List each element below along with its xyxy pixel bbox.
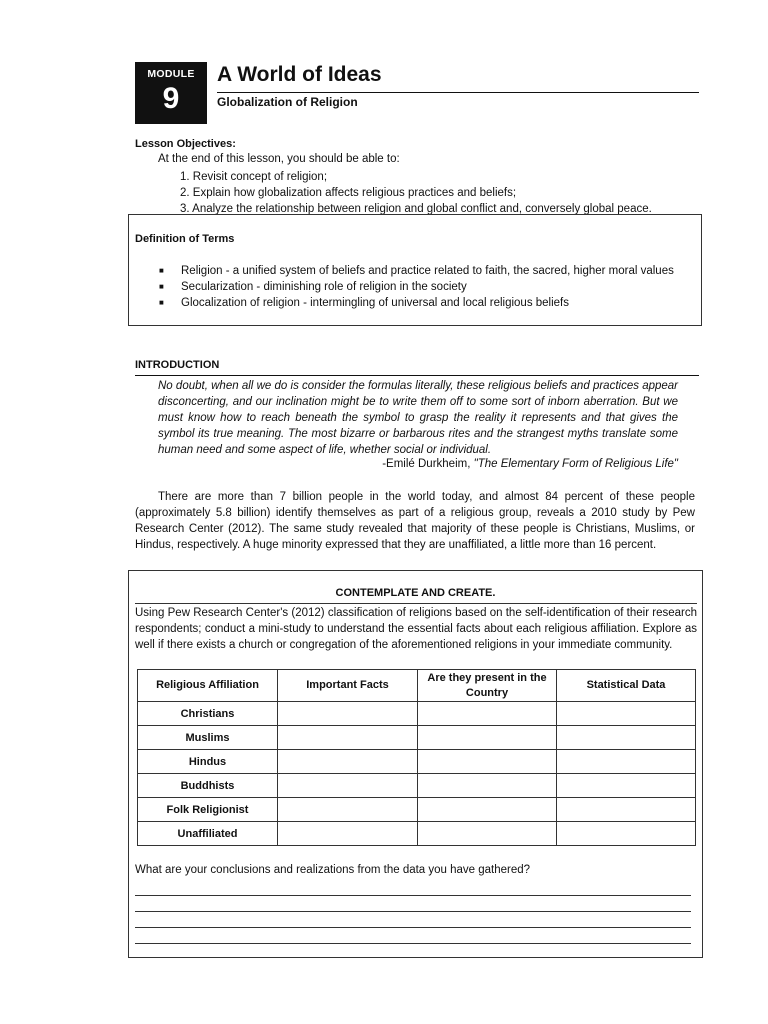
conclusion-question: What are your conclusions and realizations from the data you have gathered? xyxy=(135,864,531,876)
statistics-cell[interactable] xyxy=(557,798,696,822)
table-row xyxy=(138,798,696,822)
module-label: MODULE xyxy=(147,68,195,80)
answer-line[interactable] xyxy=(135,880,691,896)
presence-cell[interactable] xyxy=(418,726,557,750)
affiliation-cell: Hindus xyxy=(138,750,278,774)
important-facts-cell[interactable] xyxy=(278,726,418,750)
table-row xyxy=(138,702,696,726)
presence-cell[interactable] xyxy=(418,822,557,846)
statistics-cell[interactable] xyxy=(557,774,696,798)
objectives-intro: At the end of this lesson, you should be able to: xyxy=(158,153,400,165)
objective-item: 2. Explain how globalization affects religious practices and beliefs; xyxy=(180,187,517,199)
column-header: Are they present in the Country xyxy=(418,670,557,702)
answer-line[interactable] xyxy=(135,912,691,928)
table-header-row xyxy=(138,670,696,702)
definition-item xyxy=(159,263,674,279)
definition-text: Religion - a unified system of beliefs and practice related to faith, the sacred, higher moral values xyxy=(181,265,674,277)
title-divider xyxy=(217,92,699,93)
attribution-author: -Emilé Durkheim, xyxy=(382,458,474,470)
answer-line[interactable] xyxy=(135,928,691,944)
definitions-box xyxy=(128,214,702,326)
important-facts-cell[interactable] xyxy=(278,798,418,822)
affiliation-cell: Folk Religionist xyxy=(138,798,278,822)
square-bullet-icon: ■ xyxy=(159,298,164,307)
table-row xyxy=(138,726,696,750)
presence-cell[interactable] xyxy=(418,798,557,822)
important-facts-cell[interactable] xyxy=(278,822,418,846)
activity-heading: CONTEMPLATE AND CREATE. xyxy=(335,587,496,599)
affiliation-cell: Buddhists xyxy=(138,774,278,798)
page-subtitle: Globalization of Religion xyxy=(217,95,358,109)
column-header: Statistical Data xyxy=(557,670,696,702)
definition-text: Glocalization of religion - intermingling of universal and local religious beliefs xyxy=(181,297,570,309)
module-number: 9 xyxy=(162,82,180,115)
square-bullet-icon: ■ xyxy=(159,282,164,291)
quote-attribution xyxy=(382,458,678,470)
column-header: Important Facts xyxy=(278,670,418,702)
introduction-heading: INTRODUCTION xyxy=(135,359,220,371)
introduction-paragraph: There are more than 7 billion people in the world today, and almost 84 percent of these people (approximately 5.8 billion) identify themselves as part of a religious group, reveals a 2010 study by Pew Research Center (2012). The same study revealed that majority of these people is Christians, Muslims, or Hindus, respectively. A huge minority expressed that they are unaffiliated, a little more than 16 percent. xyxy=(135,491,695,551)
table-row xyxy=(138,822,696,846)
affiliation-cell: Unaffiliated xyxy=(138,822,278,846)
statistics-cell[interactable] xyxy=(557,726,696,750)
introduction-divider xyxy=(135,375,699,376)
objectives-heading: Lesson Objectives: xyxy=(135,138,236,150)
definition-item xyxy=(159,295,674,311)
presence-cell[interactable] xyxy=(418,750,557,774)
square-bullet-icon: ■ xyxy=(159,266,164,275)
definition-item xyxy=(159,279,674,295)
statistics-cell[interactable] xyxy=(557,702,696,726)
affiliation-table xyxy=(137,669,696,846)
important-facts-cell[interactable] xyxy=(278,702,418,726)
page-title: A World of Ideas xyxy=(217,63,382,86)
affiliation-cell: Christians xyxy=(138,702,278,726)
presence-cell[interactable] xyxy=(418,702,557,726)
objectives-list xyxy=(180,169,652,217)
column-header: Religious Affiliation xyxy=(138,670,278,702)
statistics-cell[interactable] xyxy=(557,822,696,846)
table-row xyxy=(138,750,696,774)
objective-item: 3. Analyze the relationship between religion and global conflict and, conversely global peace. xyxy=(180,203,652,215)
activity-instructions: Using Pew Research Center's (2012) classification of religions based on the self-identification of their research respondents; conduct a mini-study to understand the essential facts about each religious affiliation. Explore as well if there exists a church or congregation of the aforementioned religions in your immediate community. xyxy=(135,607,697,651)
presence-cell[interactable] xyxy=(418,774,557,798)
activity-divider xyxy=(135,603,697,604)
definition-text: Secularization - diminishing role of religion in the society xyxy=(181,281,467,293)
answer-line[interactable] xyxy=(135,896,691,912)
important-facts-cell[interactable] xyxy=(278,774,418,798)
important-facts-cell[interactable] xyxy=(278,750,418,774)
table-row xyxy=(138,774,696,798)
objective-item: 1. Revisit concept of religion; xyxy=(180,171,328,183)
durkheim-quote: No doubt, when all we do is consider the formulas literally, these religious beliefs and practices appear disconcerting, and our inclination might be to write them off to some sort of inborn aberration. But we must know how to reach beneath the symbol to grasp the reality it represents and that gives the symbol its true meaning. The most bizarre or barbarous rites and the strangest myths translate some human need and some aspect of life, whether social or individual. xyxy=(158,380,678,456)
module-badge xyxy=(135,62,207,124)
statistics-cell[interactable] xyxy=(557,750,696,774)
contemplate-create-box xyxy=(128,570,703,958)
answer-lines xyxy=(135,880,691,944)
attribution-work: "The Elementary Form of Religious Life" xyxy=(473,458,678,470)
affiliation-cell: Muslims xyxy=(138,726,278,750)
definitions-list xyxy=(159,263,674,311)
definitions-heading: Definition of Terms xyxy=(135,233,235,245)
